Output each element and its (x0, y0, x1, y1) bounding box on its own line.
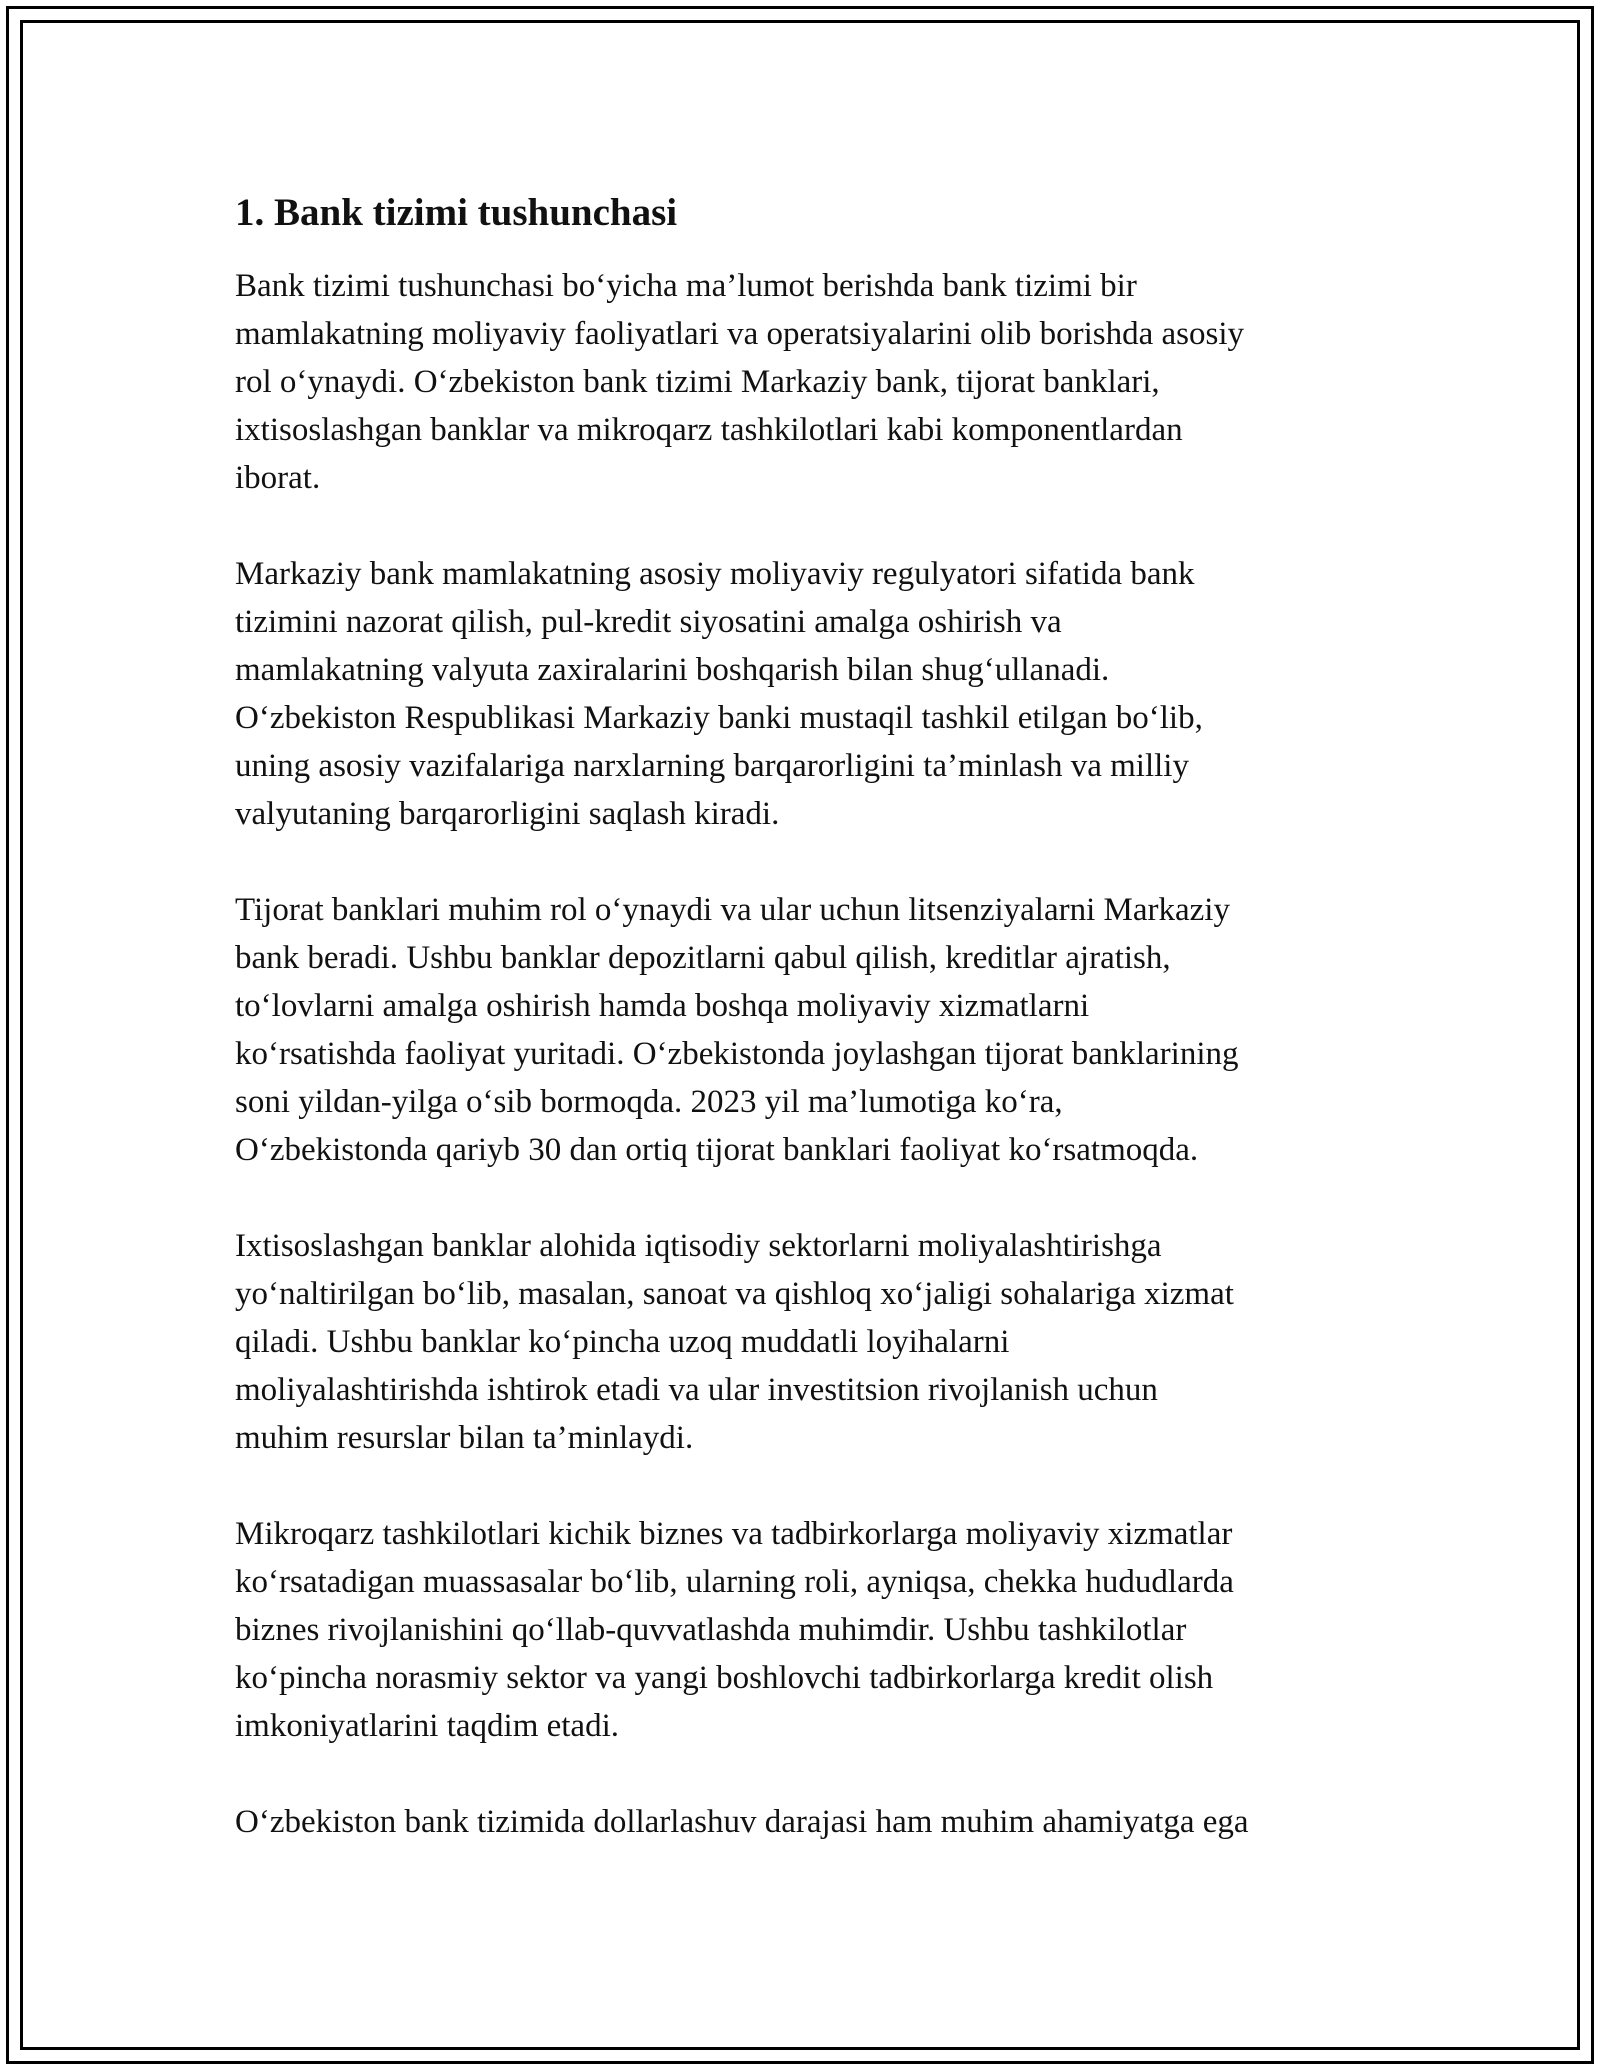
paragraph-dollarization (235, 1798, 1385, 1846)
text-line: soni yildan-yilga o‘sib bormoqda. 2023 yil ma’lumotiga ko‘ra, (235, 1084, 1063, 1120)
paragraph-bank-system-intro (235, 262, 1385, 502)
text-line: ixtisoslashgan banklar va mikroqarz tashkilotlari kabi komponentlardan (235, 412, 1183, 448)
text-line: iborat. (235, 460, 321, 496)
text-line: O‘zbekiston bank tizimida dollarlashuv darajasi ham muhim ahamiyatga ega (235, 1804, 1249, 1840)
text-line: O‘zbekistonda qariyb 30 dan ortiq tijorat banklari faoliyat ko‘rsatmoqda. (235, 1132, 1199, 1168)
text-line: Bank tizimi tushunchasi bo‘yicha ma’lumot berishda bank tizimi bir (235, 268, 1137, 304)
section-heading: 1. Bank tizimi tushunchasi (235, 191, 678, 234)
text-line: O‘zbekiston Respublikasi Markaziy banki mustaqil tashkil etilgan bo‘lib, (235, 700, 1203, 736)
text-line: to‘lovlarni amalga oshirish hamda boshqa moliyaviy xizmatlarni (235, 988, 1090, 1024)
text-line: ko‘rsatishda faoliyat yuritadi. O‘zbekistonda joylashgan tijorat banklarining (235, 1036, 1239, 1072)
text-line: uning asosiy vazifalariga narxlarning barqarorligini ta’minlash va milliy (235, 748, 1189, 784)
text-line: tizimini nazorat qilish, pul-kredit siyosatini amalga oshirish va (235, 604, 1062, 640)
text-line: biznes rivojlanishini qo‘llab-quvvatlashda muhimdir. Ushbu tashkilotlar (235, 1612, 1187, 1648)
text-line: bank beradi. Ushbu banklar depozitlarni qabul qilish, kreditlar ajratish, (235, 940, 1171, 976)
text-line: Tijorat banklari muhim rol o‘ynaydi va ular uchun litsenziyalarni Markaziy (235, 892, 1230, 928)
text-line: Markaziy bank mamlakatning asosiy moliyaviy regulyatori sifatida bank (235, 556, 1195, 592)
paragraph-specialized-banks (235, 1222, 1385, 1462)
text-line: Mikroqarz tashkilotlari kichik biznes va tadbirkorlarga moliyaviy xizmatlar (235, 1516, 1233, 1552)
text-line: Ixtisoslashgan banklar alohida iqtisodiy sektorlarni moliyalashtirishga (235, 1228, 1162, 1264)
text-line: rol o‘ynaydi. O‘zbekiston bank tizimi Markaziy bank, tijorat banklari, (235, 364, 1160, 400)
text-line: valyutaning barqarorligini saqlash kiradi. (235, 796, 780, 832)
paragraph-commercial-banks (235, 886, 1385, 1174)
paragraph-microcredit (235, 1510, 1385, 1750)
text-line: muhim resurslar bilan ta’minlaydi. (235, 1420, 694, 1456)
paragraph-central-bank (235, 550, 1385, 838)
document-body (235, 188, 1385, 1894)
text-line: ko‘pincha norasmiy sektor va yangi boshlovchi tadbirkorlarga kredit olish (235, 1660, 1214, 1696)
text-line: yo‘naltirilgan bo‘lib, masalan, sanoat va qishloq xo‘jaligi sohalariga xizmat (235, 1276, 1234, 1312)
text-line: imkoniyatlarini taqdim etadi. (235, 1708, 619, 1744)
text-line: moliyalashtirishda ishtirok etadi va ular investitsion rivojlanish uchun (235, 1372, 1158, 1408)
text-line: mamlakatning valyuta zaxiralarini boshqarish bilan shug‘ullanadi. (235, 652, 1110, 688)
text-line: ko‘rsatadigan muassasalar bo‘lib, ularning roli, ayniqsa, chekka hududlarda (235, 1564, 1234, 1600)
text-line: mamlakatning moliyaviy faoliyatlari va operatsiyalarini olib borishda asosiy (235, 316, 1244, 352)
text-line: qiladi. Ushbu banklar ko‘pincha uzoq muddatli loyihalarni (235, 1324, 1010, 1360)
